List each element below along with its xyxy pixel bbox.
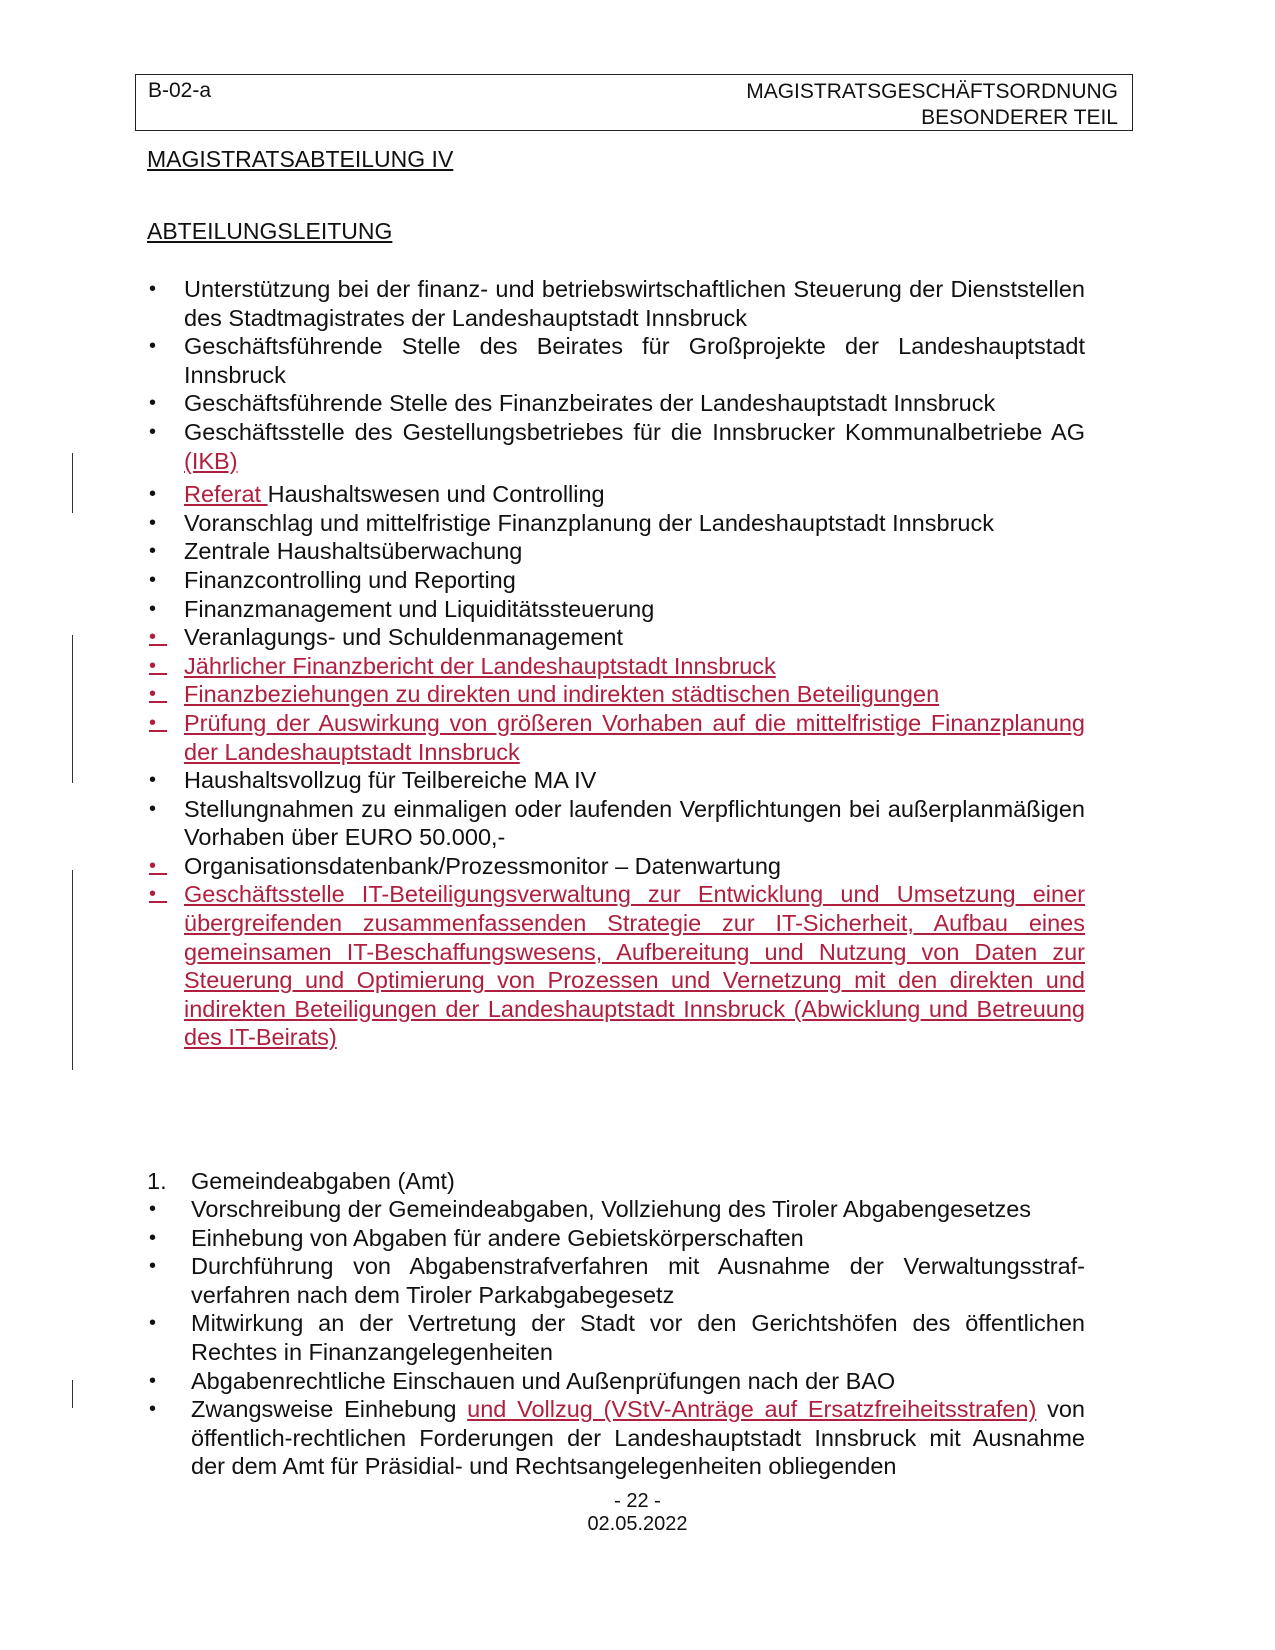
leadership-title: ABTEILUNGSLEITUNG [147,218,393,244]
document-id: B-02-a [148,79,212,102]
item-text: Organisationsdatenbank/Prozessmonitor – Datenwartung [184,852,781,879]
list-item [147,1195,1085,1224]
inserted-text: (IKB) [184,447,238,474]
footer-date: 02.05.2022 [587,1513,688,1535]
inserted-text: Prüfung der Auswirkung von größeren Vorhaben auf die mittelfristige Finanzplanung der Landeshauptstadt Innsbruck [184,709,1085,765]
item-text: Geschäftsstelle des Gestellungsbetriebes für die Innsbrucker Kommunalbetriebe AG [184,418,1085,445]
item-text: Mitwirkung an der Vertretung der Stadt vor den Gerichtshöfen des öffentlichen Rechtes in Finanzangelegenheiten [191,1310,1085,1365]
change-bar [72,1380,73,1408]
inserted-text: Finanzbeziehungen zu direkten und indirekten städtischen Beteiligungen [184,681,940,708]
list-item [147,1224,1085,1253]
list-item [147,1309,1085,1366]
item-text: Durchführung von Abgabenstrafverfahren mit Ausnahme der Verwaltungsstraf-verfahren nach dem Tiroler Parkabgabegesetz [191,1253,1085,1308]
list-item [147,852,1085,881]
list-item [147,566,1085,595]
bullet-icon: • [149,654,168,677]
bullet-icon: • [149,711,168,734]
item-text: Zwangsweise Einhebung [191,1396,468,1423]
bullet-icon: • [149,769,157,792]
list-item [147,275,1085,332]
item-text: Haushaltswesen und Controlling [267,481,605,508]
bullet-icon: • [149,278,157,300]
list-item [147,1252,1085,1309]
bullet-icon: • [149,626,168,649]
list-item [147,766,1085,795]
item-text: Unterstützung bei der finanz- und betriebswirtschaftlichen Steuerung der Dienststellen des Stadtmagistrates der Landeshauptstadt Innsbruck [184,276,1085,331]
item-text: Voranschlag und mittelfristige Finanzplanung der Landeshauptstadt Innsbruck [184,509,994,536]
section-number: 1. [147,1168,167,1194]
document-title-line2: BESONDERER TEIL [921,106,1118,129]
list-item [147,623,1085,652]
list-item [147,480,1085,509]
list-item [147,1395,1085,1481]
bullet-icon: • [149,420,157,443]
document-title-line1: MAGISTRATSGESCHÄFTSORDNUNG [746,80,1118,103]
list-item [147,880,1085,1052]
document-title [746,79,1118,131]
bullet-icon: • [149,392,157,415]
item-text: Einhebung von Abgaben für andere Gebietskörperschaften [191,1224,804,1251]
bullet-icon: • [149,1369,157,1392]
item-text: Stellungnahmen zu einmaligen oder laufenden Verpflichtungen bei außerplanmäßigen Vorhaben über EURO 50.000,- [184,795,1085,851]
inserted-text: Jährlicher Finanzbericht der Landeshauptstadt Innsbruck [184,652,776,679]
bullet-icon: • [149,335,157,358]
item-text: Finanzcontrolling und Reporting [184,566,516,593]
list-item [147,332,1085,389]
item-text: Geschäftsführende Stelle des Finanzbeirates der Landeshauptstadt Innsbruck [184,390,996,417]
list-item [147,1367,1085,1396]
change-bar [72,635,73,783]
page-header [135,74,1133,131]
bullet-icon: • [149,854,168,877]
section-title: Gemeindeabgaben (Amt) [191,1168,455,1194]
item-text: von öffentlich-rechtlichen Forderungen der Landeshauptstadt Innsbruck mit Ausnahme der dem Amt für Präsidial- und Rechtsangelegenheiten obliegenden [191,1396,1085,1480]
inserted-text: und Vollzug (VStV-Anträge auf Ersatzfreiheitsstrafen) [467,1396,1037,1423]
bullet-icon: • [149,1398,157,1421]
item-text: Geschäftsführende Stelle des Beirates für Großprojekte der Landeshauptstadt Innsbruck [184,333,1085,388]
bullet-icon: • [149,1198,157,1220]
list-item [147,709,1085,766]
item-text: Finanzmanagement und Liquiditätssteuerung [184,595,655,622]
list-item [147,652,1085,681]
bullet-icon: • [149,483,157,506]
page-number: - 22 - [614,1490,661,1512]
item-text: Abgabenrechtliche Einschauen und Außenprüfungen nach der BAO [191,1367,896,1394]
list-item [147,418,1085,475]
list-item [147,595,1085,624]
department-title: MAGISTRATSABTEILUNG IV [147,146,454,172]
bullet-icon: • [149,1255,157,1278]
bullet-icon: • [149,511,157,534]
change-bar [72,453,73,513]
change-bar [72,870,73,1070]
inserted-text: Geschäftsstelle IT-Beteiligungsverwaltung zur Entwicklung und Umsetzung einer übergreifenden zusammenfassenden Strategie zur IT-Sicherheit, Aufbau eines gemeinsamen IT-Beschaffungswesens, Aufbereitung und Nutzung von Daten zur Steuerung und Optimierung von Prozessen und Vernetzung mit den direkten und indirekten Beteiligungen der Landeshauptstadt Innsbruck (Abwicklung und Betreuung des IT-Beirats) [184,881,1085,1051]
item-text: Haushaltsvollzug für Teilbereiche MA IV [184,767,597,794]
bullet-icon: • [149,797,157,820]
bullet-icon: • [149,568,157,591]
bullet-icon: • [149,597,157,620]
section-list [147,1195,1085,1481]
item-text: Vorschreibung der Gemeindeabgaben, Vollziehung des Tiroler Abgabengesetzes [191,1196,1032,1222]
leadership-list [147,275,1085,1052]
item-text: Zentrale Haushaltsüberwachung [184,538,523,565]
list-item [147,537,1085,566]
bullet-icon: • [149,1226,157,1249]
section-heading [147,1167,455,1195]
bullet-icon: • [149,883,168,906]
bullet-icon: • [149,540,157,563]
list-item [147,389,1085,418]
list-item [147,795,1085,852]
bullet-icon: • [149,683,168,706]
bullet-icon: • [149,1312,157,1335]
list-item [147,509,1085,538]
inserted-text: Referat [184,481,268,508]
item-text: Veranlagungs- und Schuldenmanagement [184,624,623,651]
list-item [147,680,1085,709]
